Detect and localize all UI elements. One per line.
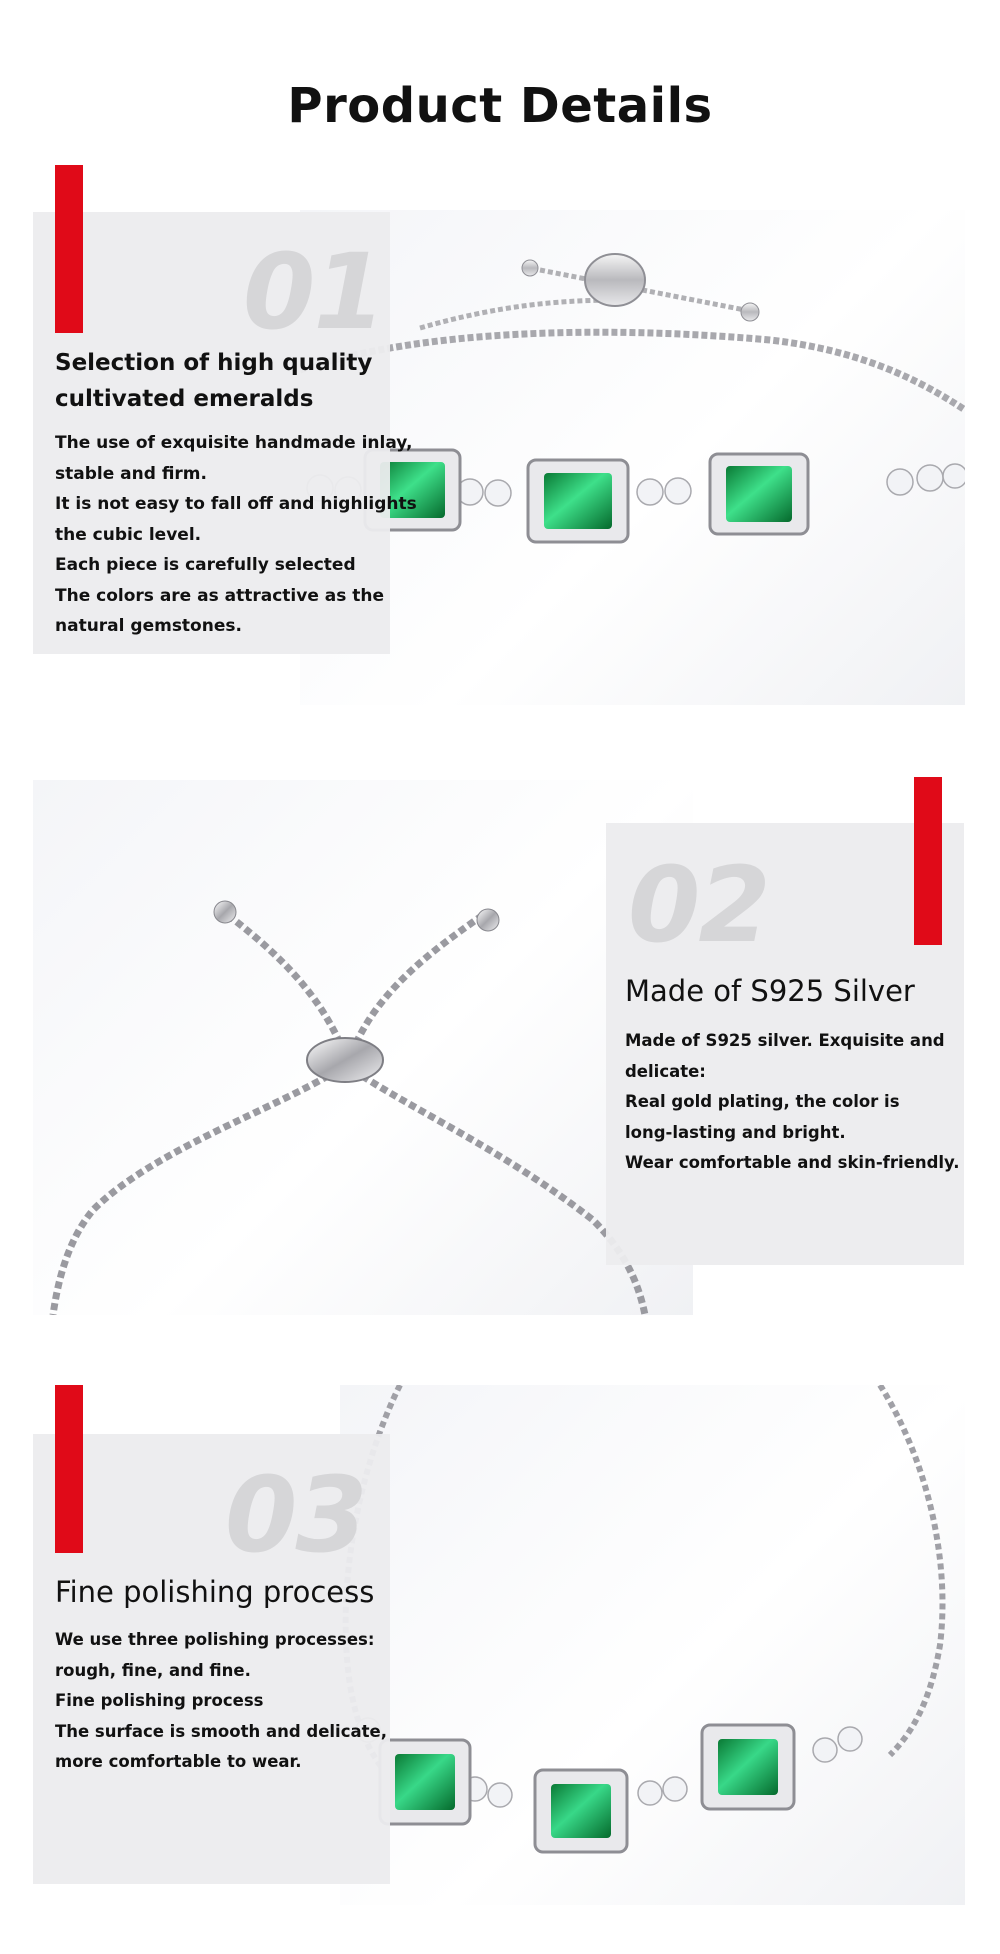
body-line: stable and firm. (55, 463, 207, 484)
section-heading (55, 1570, 374, 1615)
body-line: The use of exquisite handmade inlay, (55, 433, 413, 453)
body-line: more comfortable to wear. (55, 1752, 302, 1771)
section-body (55, 1625, 387, 1778)
product-detail-section-1 (0, 160, 1000, 705)
product-detail-section-3 (0, 1385, 1000, 1905)
body-line: Wear comfortable and skin-friendly. (625, 1153, 960, 1172)
bracelet-loop-photo (340, 1385, 965, 1905)
section-heading (55, 346, 372, 417)
body-line: The surface is smooth and delicate, (55, 1721, 387, 1741)
body-line: the cubic level. (55, 524, 202, 545)
product-detail-section-2 (0, 775, 1000, 1315)
section-heading-line-1: Fine polishing process (55, 1575, 375, 1609)
accent-bar (55, 1385, 83, 1553)
section-heading (625, 969, 915, 1014)
page-title: Product Details (287, 78, 713, 134)
body-line: Each piece is carefully selected (55, 555, 356, 575)
section-number: 02 (628, 844, 769, 966)
bracelet-illustration (340, 1385, 965, 1905)
body-line: It is not easy to fall off and highlights (55, 494, 417, 514)
section-heading-line-1: Selection of high quality (55, 350, 373, 376)
body-line: The colors are as attractive as the (55, 585, 385, 606)
body-line: We use three polishing processes: (55, 1630, 375, 1649)
section-body (625, 1026, 960, 1179)
body-line: Made of S925 silver. Exquisite and (625, 1031, 945, 1050)
section-number: 01 (243, 231, 384, 353)
bracelet-slider-photo (33, 780, 693, 1315)
body-line: natural gemstones. (55, 616, 242, 636)
section-body (55, 428, 417, 642)
body-line: long-lasting and bright. (625, 1122, 846, 1142)
section-heading-line-1: Made of S925 Silver (625, 974, 915, 1008)
section-number: 03 (225, 1454, 366, 1576)
accent-bar (55, 165, 83, 333)
body-line: Fine polishing process (55, 1691, 264, 1710)
body-line: Real gold plating, the color is (625, 1092, 900, 1111)
section-heading-line-2: cultivated emeralds (55, 385, 314, 412)
body-line: rough, fine, and fine. (55, 1660, 251, 1680)
bracelet-illustration (33, 780, 693, 1315)
accent-bar (914, 777, 942, 945)
body-line: delicate: (625, 1061, 706, 1081)
